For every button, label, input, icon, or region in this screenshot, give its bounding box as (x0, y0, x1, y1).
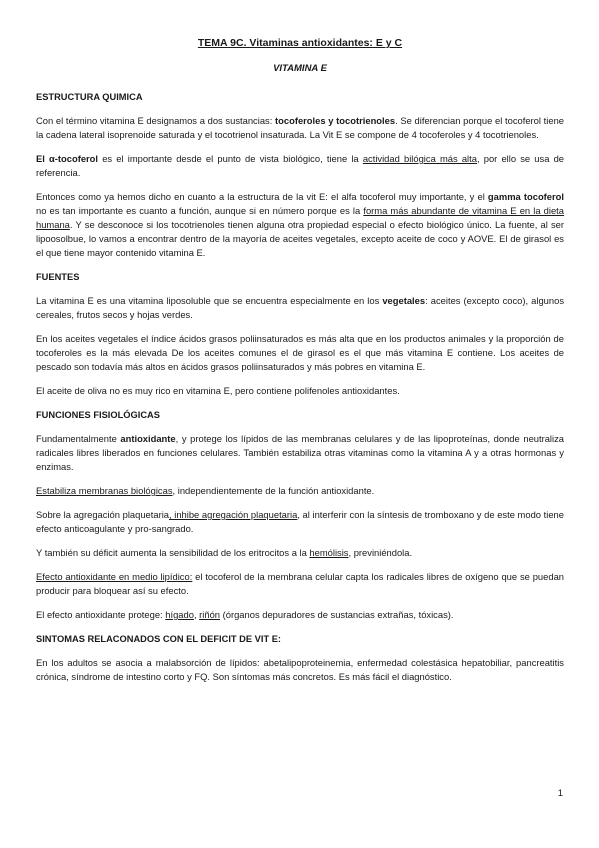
paragraph: Con el término vitamina E designamos a dos sustancias: tocoferoles y tocotrienoles. Se diferencian porque el tocoferol tiene la cadena lateral isoprenoide saturada y el tocotrienol insaturada. La Vit E se compone de 4 tocoferoles y 4 tocotrienoles. (36, 115, 564, 140)
document-body (36, 36, 564, 694)
document-title: TEMA 9C. Vitaminas antioxidantes: E y C (197, 37, 403, 49)
paragraph: Fundamentalmente antioxidante, y protege los lípidos de las membranas celulares y de las lipoproteínas, donde neutraliza radicales libres liberados en funciones celulares. También estabiliza otras vitaminas como la vitamina A y a otras hormonas y enzimas. (36, 433, 565, 472)
section-heading-funciones: FUNCIONES FISIOLÓGICAS (36, 410, 160, 420)
paragraph: Y también su déficit aumenta la sensibilidad de los eritrocitos a la hemólisis, previniéndola. (36, 547, 413, 558)
paragraph: El efecto antioxidante protege: hígado, riñón (órganos depuradores de sustancias extrañas, tóxicas). (36, 609, 454, 620)
paragraph: La vitamina E es una vitamina liposoluble que se encuentra especialmente en los vegetales: aceites (excepto coco), algunos cereales, frutos secos y hojas verdes. (36, 295, 565, 320)
document-subtitle: VITAMINA E (273, 63, 327, 74)
paragraph: Efecto antioxidante en medio lipídico: el tocoferol de la membrana celular capta los radicales libres de oxígeno que se puedan producir para bloquear así su efecto. (36, 571, 564, 596)
paragraph: El α-tocoferol es el importante desde el punto de vista biológico, tiene la actividad bilógica más alta, por ello se usa de referencia. (36, 153, 565, 178)
paragraph: En los adultos se asocia a malabsorción de lípidos: abetalipoproteinemia, enfermedad colestásica hepatobiliar, pancreatitis crónica, síndrome de intestino corto y FQ. Son síntomas más concretos. Es más fácil el diagnóstico. (36, 657, 564, 682)
page-number: 1 (557, 788, 563, 799)
paragraph: El aceite de oliva no es muy rico en vitamina E, pero contiene polifenoles antioxidantes. (36, 385, 400, 396)
section-heading-sintomas: SINTOMAS RELACONADOS CON EL DEFICIT DE VIT E: (36, 634, 282, 644)
section-heading-fuentes: FUENTES (36, 272, 80, 282)
paragraph: Entonces como ya hemos dicho en cuanto a la estructura de la vit E: el alfa tocoferol muy importante, y el gamma tocoferol no es tan importante es cuanto a función, aunque si en número porque es la forma más abundante de vitamina E en la dieta humana. Y se desconoce si los tocotrienoles tienen alguna otra propiedad especial o efecto biológico único. La fuente, al ser lipoosolbue, lo vamos a encontrar dentro de la mayoría de aceites vegetales, excepto aceite de coco y AOVE. El de girasol es el que tiene mayor contenido vitamina E. (36, 191, 565, 258)
section-heading-estructura: ESTRUCTURA QUIMICA (36, 92, 143, 102)
paragraph: Estabiliza membranas biológicas, independientemente de la función antioxidante. (36, 485, 375, 496)
paragraph: En los aceites vegetales el índice ácidos grasos poliinsaturados es más alta que en los productos animales y la proporción de tocoferoles es la más elevada De los aceites comunes el de girasol es el que más vitamina E contiene. Los aceites de pescado son todavía más altos en ácidos grasos poliinsaturados y más pobres en vitamina E. (36, 333, 564, 372)
paragraph: Sobre la agregación plaquetaria, inhibe agregación plaquetaria, al interferir con la síntesis de tromboxano y de este modo tiene efecto anticoagulante y pro-sangrado. (36, 509, 564, 534)
